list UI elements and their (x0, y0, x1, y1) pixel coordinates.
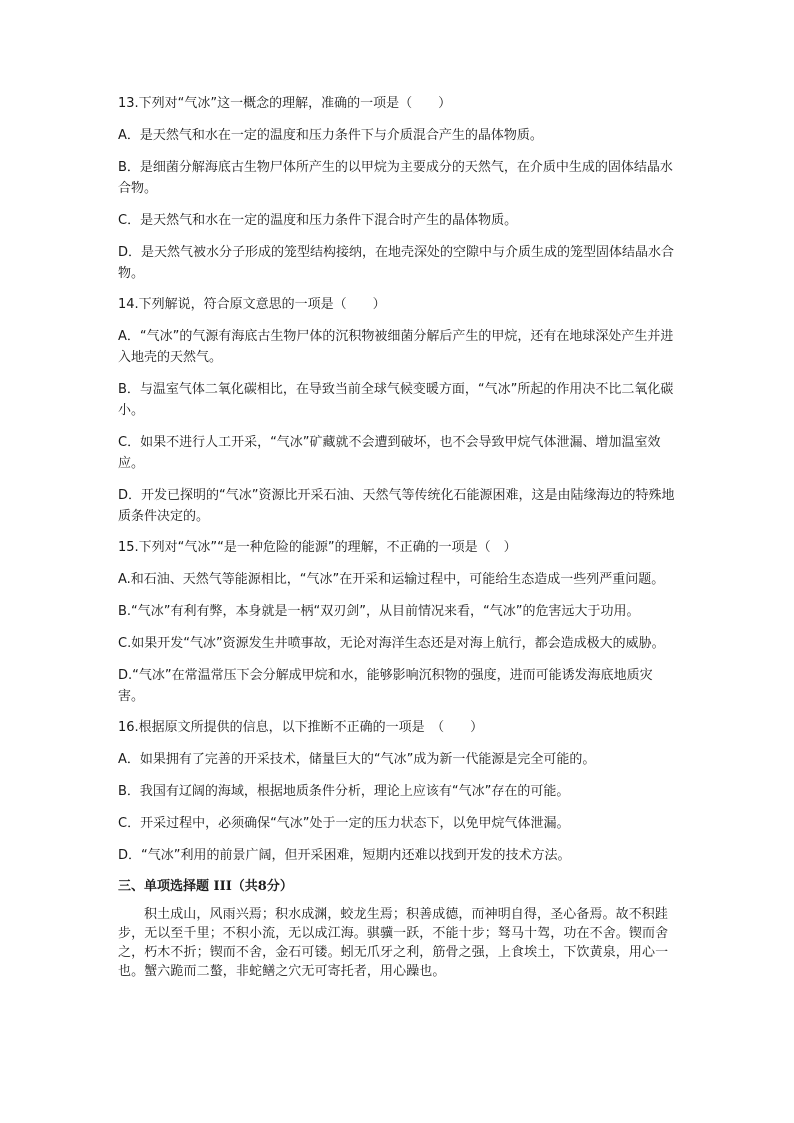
option-b: B．我国有辽阔的海域，根据地质条件分析，理论上应该有“气冰”存在的可能。 (118, 784, 570, 799)
question-14 (118, 295, 678, 527)
option-c: C．如果不进行人工开采，“气冰”矿藏就不会遭到破坏，也不会导致甲烷气体泄漏、增加温室效应。 (118, 435, 661, 471)
section-title: 三、单项选择题 III（共8分） (118, 879, 293, 894)
option-c: C.如果开发“气冰”资源发生井喷事故，无论对海洋生态还是对海上航行，都会造成极大的威胁。 (118, 636, 665, 651)
option-b: B.“气冰”有利有弊，本身就是一柄“双刃剑”，从目前情况来看，“气冰”的危害远大于功用。 (118, 604, 640, 619)
document-page (118, 94, 678, 981)
option-b: B．是细菌分解海底古生物尸体所产生的以甲烷为主要成分的天然气，在介质中生成的固体结晶水合物。 (118, 160, 673, 196)
question-stem: 13.下列对“气冰”这一概念的理解，准确的一项是（ ） (118, 96, 452, 111)
question-16 (118, 718, 678, 866)
passage-text: 积土成山，风雨兴焉；积水成渊，蛟龙生焉；积善成德，而神明自得，圣心备焉。故不积跬步，无以至千里；不积小流，无以成江海。骐骥一跃，不能十步；驽马十驾，功在不舍。锲而舍之，朽木不折；锲而不舍，金石可镂。蚓无爪牙之利，筋骨之强，上食埃土，下饮黄泉，用心一也。蟹六跪而二螯，非蛇鳝之穴无可寄托者，用心躁也。 (118, 907, 669, 979)
question-stem: 16.根据原文所提供的信息，以下推断不正确的一项是 （ ） (118, 720, 484, 735)
option-d: D．开发已探明的“气冰”资源比开采石油、天然气等传统化石能源困难，这是由陆缘海边的特殊地质条件决定的。 (118, 488, 675, 524)
option-d: D．是天然气被水分子形成的笼型结构接纳，在地壳深处的空隙中与介质生成的笼型固体结晶水合物。 (118, 245, 675, 281)
question-stem: 14.下列解说，符合原文意思的一项是（ ） (118, 297, 386, 312)
question-13 (118, 94, 678, 284)
option-a: A.和石油、天然气等能源相比，“气冰”在开采和运输过程中，可能给生态造成一些列严重问题。 (118, 572, 665, 587)
question-15 (118, 538, 678, 707)
option-d: D．“气冰”利用的前景广阔，但开采困难，短期内还难以找到开发的技术方法。 (118, 848, 571, 863)
option-a: A．如果拥有了完善的开采技术，储量巨大的“气冰”成为新一代能源是完全可能的。 (118, 752, 596, 767)
option-a: A．“气冰”的气源有海底古生物尸体的沉积物被细菌分解后产生的甲烷，还有在地球深处产生并进入地壳的天然气。 (118, 329, 674, 365)
option-b: B．与温室气体二氧化碳相比，在导致当前全球气候变暖方面，“气冰”所起的作用决不比二氧化碳小。 (118, 382, 674, 418)
option-c: C．开采过程中，必须确保“气冰”处于一定的压力状态下，以免甲烷气体泄漏。 (118, 816, 570, 831)
option-c: C．是天然气和水在一定的温度和压力条件下混合时产生的晶体物质。 (118, 213, 518, 228)
section-3 (118, 877, 678, 981)
question-stem: 15.下列对“气冰”“是一种危险的能源”的理解，不正确的一项是（ ） (118, 540, 517, 555)
option-a: A．是天然气和水在一定的温度和压力条件下与介质混合产生的晶体物质。 (118, 128, 543, 143)
option-d: D.“气冰”在常温常压下会分解成甲烷和水，能够影响沉积物的强度，进而可能诱发海底地质灾害。 (118, 668, 653, 704)
